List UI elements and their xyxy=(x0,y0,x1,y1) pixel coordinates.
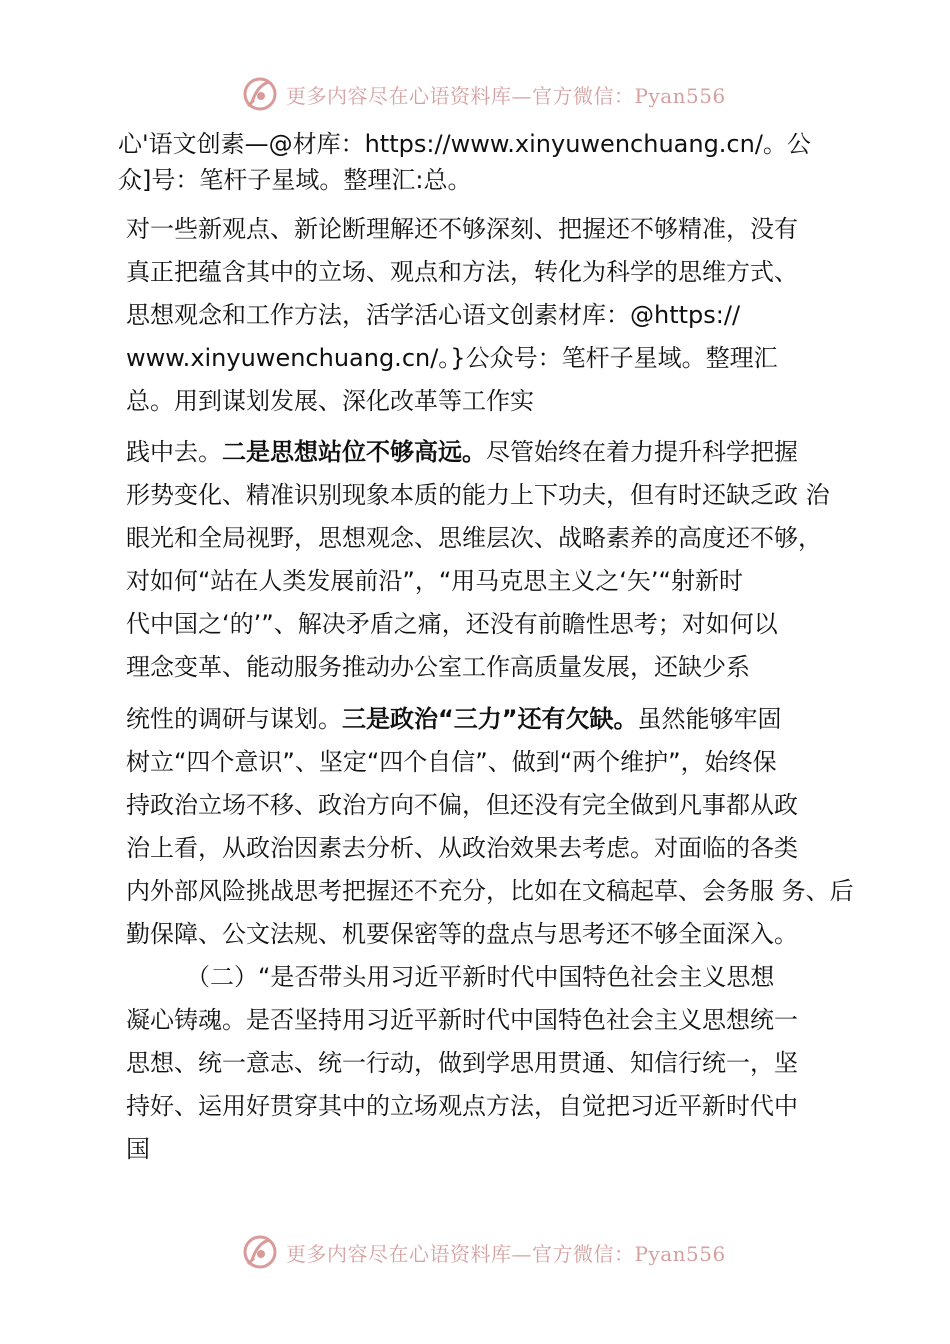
paragraph-line: （二）“是否带头用习近平新时代中国特色社会主义思想 xyxy=(186,963,775,991)
paragraph-line: www.xinyuwenchuang.cn/。}公众号：笔杆子星域。整理汇 xyxy=(126,344,778,372)
paragraph-line: 眼光和全局视野，思想观念、思维层次、战略素养的高度还不够， xyxy=(126,524,822,552)
paragraph-line: 形势变化、精准识别现象本质的能力上下功夫，但有时还缺乏政 治 xyxy=(126,481,830,509)
paragraph-line xyxy=(126,698,838,741)
paragraph-line: 真正把蕴含其中的立场、观点和方法，转化为科学的思维方式、 xyxy=(126,258,798,286)
paragraph-line: 对如何“站在人类发展前沿”，“用马克思主义之‘矢’“射新时 xyxy=(126,567,743,595)
bold-heading: 三是政治“三力”还有欠缺。 xyxy=(342,705,638,733)
text-run: 虽然能够牢固 xyxy=(637,705,782,733)
paragraph-line: 思想、统一意志、统一行动，做到学思用贯通、知信行统一，坚 xyxy=(126,1049,798,1077)
paragraph-line: 国 xyxy=(126,1135,150,1163)
paragraph-3 xyxy=(126,698,854,956)
paragraph-2 xyxy=(126,431,838,689)
bold-heading: 二是思想站位不够高远。 xyxy=(222,438,486,466)
watermark-text-top: 更多内容尽在心语资料库—官方微信：Pyan556 xyxy=(286,83,726,108)
intro-block xyxy=(118,126,863,198)
paragraph-line: 树立“四个意识”、坚定“四个自信”、做到“两个维护”，始终保 xyxy=(126,748,777,776)
paragraph-line: 持政治立场不移、政治方向不偏，但还没有完全做到凡事都从政 xyxy=(126,791,798,819)
paragraph-line: 代中国之‘的’”、解决矛盾之痛，还没有前瞻性思考；对如何以 xyxy=(126,610,778,638)
paragraph-line: 思想观念和工作方法，活学活心语文创素材库：@https:// xyxy=(126,301,741,329)
paragraph-4 xyxy=(126,956,838,1171)
paragraph-line: 勤保障、公文法规、机要保密等的盘点与思考还不够全面深入。 xyxy=(126,920,798,948)
watermark-logo-icon xyxy=(240,1232,280,1272)
paragraph-1 xyxy=(126,208,838,423)
text-run: 统性的调研与谋划。 xyxy=(126,705,342,733)
paragraph-line: 总。用到谋划发展、深化改革等工作实 xyxy=(126,387,534,415)
paragraph-line: 凝心铸魂。是否坚持用习近平新时代中国特色社会主义思想统一 xyxy=(126,1006,798,1034)
paragraph-line: 持好、运用好贯穿其中的立场观点方法，自觉把习近平新时代中 xyxy=(126,1092,798,1120)
paragraph-line: 理念变革、能动服务推动办公室工作高质量发展，还缺少系 xyxy=(126,653,750,681)
watermark-logo-icon xyxy=(240,74,280,114)
watermark-banner-top xyxy=(240,74,726,114)
paragraph-line: 治上看，从政治因素去分析、从政治效果去考虑。对面临的各类 xyxy=(126,834,798,862)
paragraph-line xyxy=(126,431,838,474)
intro-line: 心'语文创素—@材库：https://www.xinyuwenchuang.cn/。公 xyxy=(118,130,811,158)
watermark-text-bottom: 更多内容尽在心语资料库—官方微信：Pyan556 xyxy=(286,1241,726,1266)
watermark-banner-bottom xyxy=(240,1232,726,1272)
text-run: 尽管始终在着力提升科学把握 xyxy=(486,438,798,466)
intro-line: 众]号：笔杆子星域。整理汇:总。 xyxy=(118,166,472,194)
text-run: 践中去。 xyxy=(126,438,222,466)
paragraph-line: 内外部风险挑战思考把握还不充分，比如在文稿起草、会务服 务、后 xyxy=(126,877,854,905)
paragraph-line: 对一些新观点、新论断理解还不够深刻、把握还不够精准，没有 xyxy=(126,215,798,243)
